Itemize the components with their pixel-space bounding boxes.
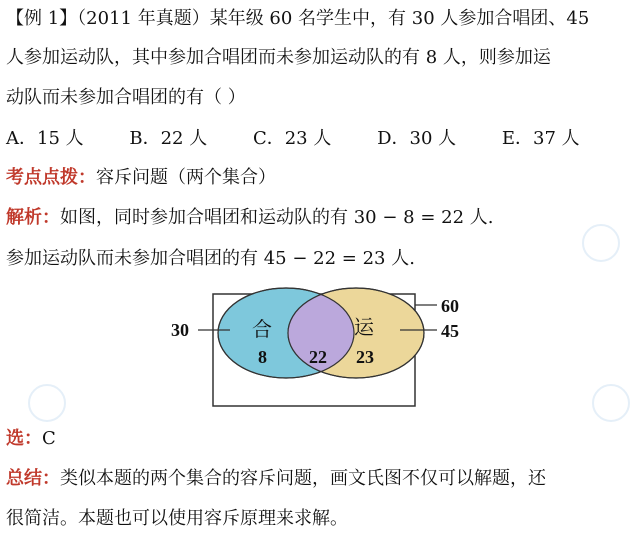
left-only-value: 8 xyxy=(258,347,267,367)
intersection-value: 22 xyxy=(309,347,327,367)
summary-line-2: 很简洁。本题也可以使用容斥原理来求解。 xyxy=(6,508,348,529)
choir-set-label: 合 xyxy=(252,317,272,341)
answer-line xyxy=(6,424,56,454)
sports-set-label: 运 xyxy=(354,315,374,339)
jiexi-text: 如图，同时参加合唱团和运动队的有 30 − 8 = 22 人. xyxy=(60,207,494,228)
watermark-logo-icon xyxy=(28,384,66,422)
answer-text: C xyxy=(42,428,56,449)
problem-line-2: 人参加运动队，其中参加合唱团而未参加运动队的有 8 人，则参加运 xyxy=(6,47,551,68)
right-only-value: 23 xyxy=(356,347,374,367)
jiexi-line-2: 参加运动队而未参加合唱团的有 45 − 22 = 23 人. xyxy=(6,248,415,269)
summary-text: 类似本题的两个集合的容斥问题，画文氏图不仅可以解题，还 xyxy=(60,468,546,489)
kaodian-line xyxy=(6,163,276,193)
watermark-logo-icon xyxy=(582,224,620,262)
summary-line-1 xyxy=(6,464,546,494)
answer-options xyxy=(6,124,580,154)
problem-line-3: 动队而未参加合唱团的有（ ） xyxy=(6,87,246,108)
option-c: C．23 人 xyxy=(252,128,332,149)
option-e: E．37 人 xyxy=(501,128,580,149)
problem-line-1: 【例 1】（2011 年真题）某年级 60 名学生中，有 30 人参加合唱团、45 xyxy=(6,8,590,29)
option-b: B．22 人 xyxy=(129,128,208,149)
right-total-value: 45 xyxy=(441,321,459,341)
venn-diagram xyxy=(0,285,630,415)
summary-label: 总结： xyxy=(6,468,60,489)
kaodian-label: 考点点拨： xyxy=(6,167,96,188)
watermark-logo-icon xyxy=(592,384,630,422)
jiexi-label: 解析： xyxy=(6,207,60,228)
jiexi-line-1 xyxy=(6,203,493,233)
option-d: D．30 人 xyxy=(377,128,457,149)
left-total-value: 30 xyxy=(171,320,189,340)
universe-total-value: 60 xyxy=(441,296,459,316)
kaodian-text: 容斥问题（两个集合） xyxy=(96,167,276,188)
option-a: A．15 人 xyxy=(6,128,84,149)
answer-label: 选： xyxy=(6,428,42,449)
